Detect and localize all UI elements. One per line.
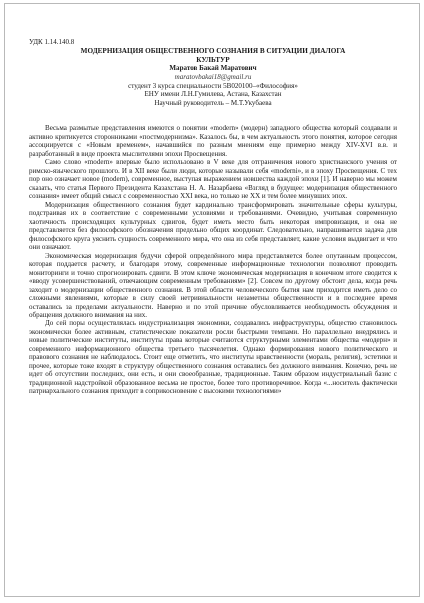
paragraph: Модернизация общественного сознания будет кардинально трансформировать значительные сферы культуры, подстраивая их в соответствие с современными условиями и требованиями. Очевидно, учитывая современную хаотичность происходящих культурных сдвигов, будет иметь место быть некоторая импровизация, и она не представляется без философского обозначения предельно общих координат. Следовательно, напрашивается задача для философского круга уяснить сущность современного мира, что она из себя представляет, какие условия выдвигает и что они означают. [29,200,397,252]
paper-title [35,47,391,64]
body-text [29,124,397,396]
title-line: МОДЕРНИЗАЦИЯ ОБЩЕСТВЕННОГО СОЗНАНИЯ В СИТУАЦИИ ДИАЛОГА [80,47,346,56]
author-affiliation: студент 3 курса специальности 5В020100–«Философия» [128,81,298,90]
author-email: maratovbakai18@gmail.ru [174,72,252,81]
supervisor-line: Научный руководитель – М.Т.Укубаева [154,98,272,107]
document-page [4,3,420,597]
udk-code: УДК 1.14.140.8 [29,38,75,46]
paragraph: Экономическая модернизация будучи сферой определённого мира представляется более опутанным процессом, которая поддается расчету, и благодаря этому, современные информационные технологии позволяют проводить мониторинги и точно спрогнозировать сдвиги. В этом ключе экономическая модернизация в конечном итоге сводится к «вводу усовершенствований, отвечающим современным требованиям» [2]. Совсем по другому обстоит дела, когда речь заходит о модернизации общественного сознания. В этой области человеческого бытия нам приходится иметь дело со сложными явлениями, которые в силу своей нетривиальности незаметны общественности и в последнее время оставались за пределами актуальности. Наверно и по этой причине обусловливается необходимость обсуждения и обращения должного внимания на них. [29,251,397,319]
university-line: ЕНУ имени Л.Н.Гумилева, Астана, Казахстан [144,90,282,99]
title-line: КУЛЬТУР [196,55,230,64]
page-content [29,38,397,396]
paragraph: Весьма размытые представления имеются о понятии «modern» (модерн) западного общества который создавали и активно критикуется сторонниками «постмодернизма». Казалось бы, в чем актуальность этого понятия, которое сегодня ассоциируется с «Новым временем», начавшийся по разным мнениям еще примерно между XIV-XVI в.в. и разработанный в виде проекта мыслителями эпохи Просвещения. [29,124,397,158]
paragraph: Само слово «modern» впервые было использовано в V веке для отграничения нового христианского учения от римско-языческого прошлого. И в XII веке были люди, которые называли себя «moderni», и в эпоху Просвещения. С тех пор оно означает новое (modern), современное, выступая выражением новшества каждой эпохи [1]. И наверно мы можем сказать, что статья Первого Президента Казахстана Н. А. Назарбаева «Взгляд в будущее: модернизация общественного сознания» имеет общий смысл с современностью XXI века, но только не XX и тем более минувших эпох. [29,158,397,201]
author-name: Маратов Бакай Маратович [169,64,257,73]
paragraph: До сей поры осуществлялась индустриализация экономики, создавались инфраструктуры, общество становилось экономически более активным, статистические показатели росли быстрыми темпами. Но параллельно внедрялись и новые политические институты, институты права которые считаются структурными элементами общества «модерн» и современного информационного общества третьего тысячелетия. Однако формирования нового политического и правового сознания не наблюдалось. Стоит еще отметить, что институты нравственности (мораль, религия), эстетики и прочее, которые тоже входят в структуру общественного сознания оставались без должного внимания. Конечно, речь не идет об отсутствии последних, они есть, и они своеобразные, традиционные. Таким образом индустриальный базис с традиционной надстройкой образованное весьма не простое, более того противоречивое. Когда «...носитель фактически патриархального сознания приходит в соприкосновение с высокими технологиями» [29,319,397,396]
